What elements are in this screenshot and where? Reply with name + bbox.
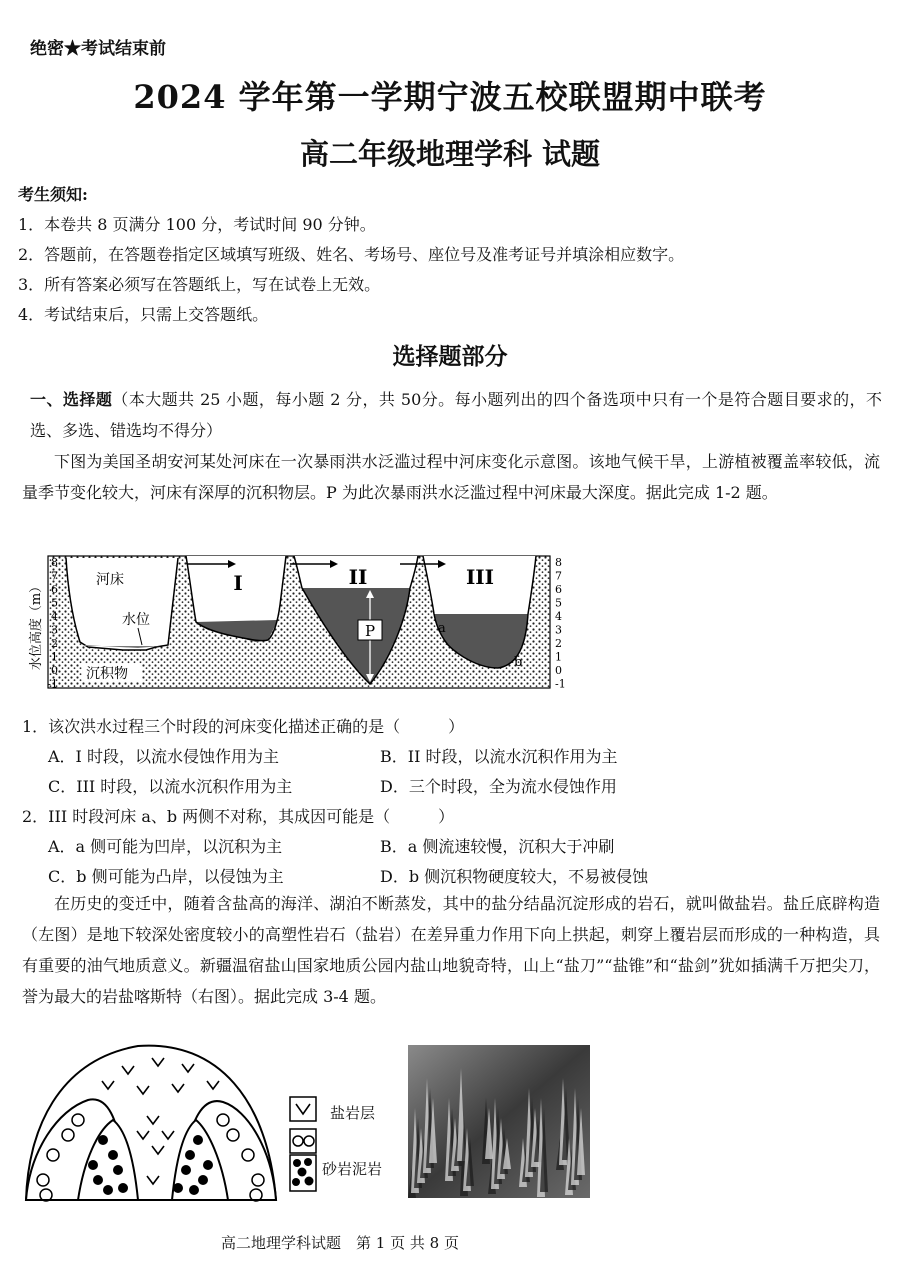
label-p: P [364,622,376,640]
label-riverbed: 河床 [96,572,124,588]
q2-option-b: B．a 侧流速较慢，沉积大于冲刷 [380,837,615,856]
q1-option-a: A．I 时段，以流水侵蚀作用为主 [48,747,279,766]
y-tick-label: 4 [51,610,58,623]
q1-option-d: D．三个时段，全为流水侵蚀作用 [380,777,617,796]
question-2-stem: 2．III 时段河床 a、b 两侧不对称，其成因可能是（ ） [22,807,455,826]
salt-dome-diagram [18,1040,283,1210]
confidential-mark: 绝密★考试结束前 [30,39,166,59]
y-tick-label: 3 [555,623,562,637]
q2-option-c: C．b 侧可能为凸岸，以侵蚀为主 [48,867,284,886]
exam-subtitle: 高二年级地理学科 试题 [299,137,601,171]
salt-karst-photo [408,1045,590,1198]
notice-item: 4．考试结束后，只需上交答题纸。 [18,305,269,324]
q1-option-b: B．II 时段，以流水沉积作用为主 [380,747,618,766]
legend-salt-label: 盐岩层 [330,1104,376,1122]
y-tick-label: 8 [51,556,58,569]
section-instr-rest: （本大题共 25 小题，每小题 2 分，共 50分。每小题列出的四个备选项中只有一个是符合题目要求的，不选、多选、错选均不得分） [30,390,882,440]
legend-sand-label: 砂岩泥岩 [322,1160,383,1178]
q2-option-d: D．b 侧沉积物硬度较大，不易被侵蚀 [380,867,649,886]
y-tick-label: 2 [51,637,58,650]
y-axis-label: 水位高度（m） [29,579,44,671]
section-title: 选择题部分 [392,343,508,370]
y-tick-label: 8 [555,556,562,569]
y-tick-label: 1 [555,650,562,664]
y-tick-label: 6 [555,583,562,596]
y-tick-label: 0 [51,664,58,677]
exam-title: 2024 学年第一学期宁波五校联盟期中联考 [133,78,767,116]
notice-item: 3．所有答案必须写在答题纸上，写在试卷上无效。 [18,275,381,294]
y-tick-label: -1 [555,677,566,691]
riverbed-diagram [28,550,573,695]
question-1-stem: 1．该次洪水过程三个时段的河床变化描述正确的是（ ） [22,717,465,736]
label-water-level: 水位 [122,612,150,628]
page-footer: 高二地理学科试题 第 1 页 共 8 页 [221,1234,459,1252]
passage-2: 在历史的变迁中，随着含盐高的海洋、湖泊不断蒸发，其中的盐分结晶沉淀形成的岩石，就叫做盐岩。盐丘底辟构造（左图）是地下较深处密度较小的高塑性岩石（盐岩）在差异重力作用下向上拱起，刺穿上覆岩层而形成的一种构造，具有重要的油气地质意义。新疆温宿盐山国家地质公园内盐山地貌奇特，山上“盐刀”“盐锥”和“盐剑”犹如插满千万把尖刀，誉为最大的岩盐喀斯特（右图）。据此完成 3-4 题。 [22,894,880,1006]
label-sediment: 沉积物 [86,666,128,682]
passage-1: 下图为美国圣胡安河某处河床在一次暴雨洪水泛滥过程中河床变化示意图。该地气候干旱，上游植被覆盖率较低，流量季节变化较大，河床有深厚的沉积物层。P 为此次暴雨洪水泛滥过程中河床最大深度。据此完成 1-2 题。 [22,452,880,502]
y-tick-label: 1 [51,650,58,664]
y-tick-label: 7 [51,569,58,583]
y-tick-label: 2 [555,637,562,650]
y-tick-label: 6 [51,583,58,596]
legend-swatches [288,1095,318,1195]
period-label-3: III [465,565,495,589]
q2-option-a: A．a 侧可能为凹岸，以沉积为主 [48,837,283,856]
y-tick-label: 3 [51,623,58,637]
y-tick-label: 7 [555,569,562,583]
section-instr-bold: 一、选择题 [30,390,113,409]
y-tick-label: 4 [555,610,562,623]
q1-option-c: C．III 时段，以流水沉积作用为主 [48,777,293,796]
y-tick-label: 5 [555,596,562,610]
label-b: b [514,655,523,670]
y-tick-label: -1 [47,677,58,691]
y-tick-label: 5 [51,596,58,610]
notice-item: 1．本卷共 8 页满分 100 分，考试时间 90 分钟。 [18,215,376,234]
section-instructions [30,384,882,446]
y-tick-label: 0 [555,664,562,677]
period-label-2: II [348,565,368,589]
notice-heading: 考生须知: [18,185,88,204]
label-a: a [438,621,446,636]
notice-item: 2．答题前，在答题卷指定区域填写班级、姓名、考场号、座位号及准考证号并填涂相应数字。 [18,245,685,264]
period-label-1: I [233,571,243,595]
